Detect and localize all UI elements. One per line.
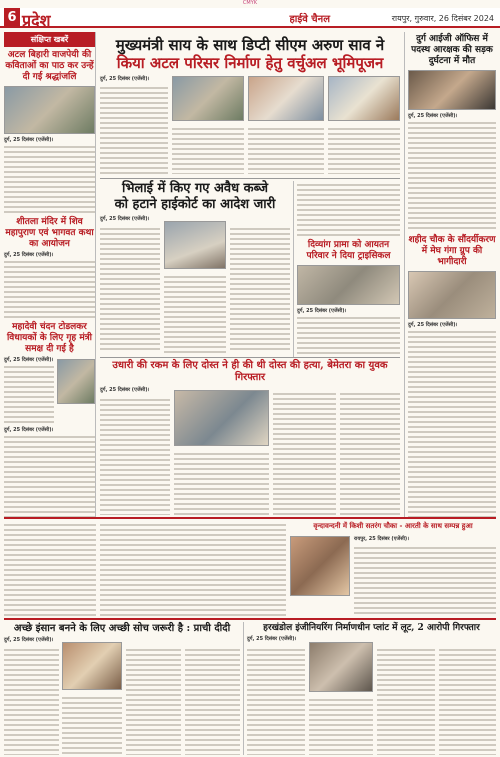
story-cinema-body <box>290 536 496 616</box>
right-story-2-body <box>408 328 496 518</box>
story-hc-body-1 <box>100 225 160 353</box>
story-hc-dateline: दुर्ग, 25 दिसंबर (एजेंसी)। <box>100 216 150 222</box>
left-continued-body <box>4 521 96 616</box>
divider <box>243 622 244 755</box>
lead-headline-line-2: किया अटल परिसर निर्माण हेतु वर्चुअल भूमिपूजन <box>116 54 384 72</box>
right-story-1-dateline: दुर्ग, 25 दिसंबर (एजेंसी)। <box>408 113 458 119</box>
story-hc <box>100 181 290 353</box>
bottom-story-1-body-2 <box>62 694 122 755</box>
story-hc-photo <box>164 221 226 269</box>
bottom-story-1-body-3 <box>126 646 181 755</box>
divider <box>293 181 294 357</box>
publication-date: रायपुर, गुरुवार, 26 दिसंबर 2024 <box>391 14 494 23</box>
left-story-3-body <box>4 363 54 423</box>
section-title: प्रदेश <box>22 11 51 30</box>
left-story-2-body <box>4 258 95 318</box>
lead-headline-line-1: मुख्यमंत्री साय के साथ डिप्टी सीएम अरुण साव ने <box>115 36 385 54</box>
right-story-1-body <box>408 119 496 229</box>
story-bemetara-photo <box>174 390 269 446</box>
story-hc-headline-2: को हटाने हाईकोर्ट का आदेश जारी <box>114 197 276 212</box>
story-divyang-photo <box>297 265 400 305</box>
story-bemetara-headline: उधारी की रकम के लिए दोस्त ने ही की थी दोस्त की हत्या, बेमेतरा का युवक गिरफ्तार <box>112 360 388 383</box>
bottom-story-1-body-4 <box>185 646 240 755</box>
right-story-1-headline: दुर्ग आईजी ऑफिस में पदस्थ आरक्षक की सड़क दुर्घटना में मौत <box>411 34 493 66</box>
lead-text-col-3 <box>248 125 324 174</box>
bottom-story-2-photo <box>309 642 373 692</box>
left-story-3-dateline: दुर्ग, 25 दिसंबर (एजेंसी)। <box>4 357 54 363</box>
bottom-story-2 <box>247 622 496 755</box>
story-bemetara-body-3 <box>273 390 336 515</box>
lead-photo-3 <box>328 76 400 121</box>
story-cinema-text <box>354 544 496 616</box>
bottom-story-2-dateline: दुर्ग, 25 दिसंबर (एजेंसी)। <box>247 636 297 642</box>
lead-body <box>100 76 400 174</box>
story-bemetara-body-4 <box>340 390 400 515</box>
bottom-story-2-body-1 <box>247 646 305 755</box>
lead-text-col-2 <box>172 125 244 174</box>
story-bemetara-dateline: दुर्ग, 25 दिसंबर (एजेंसी)। <box>100 387 150 393</box>
lead-dateline: दुर्ग, 25 दिसंबर (एजेंसी)। <box>100 76 150 82</box>
divider <box>4 517 496 519</box>
bottom-story-1-photo <box>62 642 122 690</box>
bottom-story-2-body-4 <box>439 646 496 755</box>
brief-news-tag: संक्षिप्त खबरें <box>4 32 95 47</box>
story-divyang-headline: दिव्यांग प्रामा को आयतन परिवार ने दिया ट्राइसिकल <box>306 240 391 261</box>
story-bemetara-body-1 <box>100 396 170 515</box>
bottom-story-1-headline: अच्छे इंसान बनने के लिए अच्छी सोच जरूरी है : प्राची दीदी <box>13 623 231 634</box>
story-divyang-body <box>297 314 400 354</box>
story-divyang-dateline: दुर्ग, 25 दिसंबर (एजेंसी)। <box>297 308 347 314</box>
bottom-story-2-body-3 <box>377 646 435 755</box>
lead-photo-1 <box>172 76 244 121</box>
story-hc-headline-1: भिलाई में किए गए अवैध कब्जे <box>122 181 268 196</box>
left-story-1-body <box>4 143 95 213</box>
divider <box>4 618 496 620</box>
left-story-3-photo <box>57 359 95 404</box>
story-divyang <box>297 240 400 358</box>
left-column <box>4 32 96 517</box>
right-story-2-dateline: दुर्ग, 25 दिसंबर (एजेंसी)। <box>408 322 458 328</box>
divider <box>100 357 400 358</box>
page-header <box>0 8 500 28</box>
story-cinema <box>290 521 496 535</box>
left-story-3-headline: महादेवी चंदन टोडलकर विधायकों के लिए गृह मंत्री समक्ष दी गई है <box>6 322 93 354</box>
lead-headline <box>100 36 400 72</box>
lead-text-col-4 <box>328 125 400 174</box>
left-story-1-headline: अटल बिहारी वाजपेयी की कविताओं का पाठ कर उन्हें दी गई श्रद्धांजलि <box>5 50 94 82</box>
left-story-1-photo <box>4 86 95 134</box>
masthead: हाईवे चैनल <box>289 14 330 25</box>
left-story-4-dateline: दुर्ग, 25 दिसंबर (एजेंसी)। <box>4 427 54 433</box>
story-cinema-headline: वृन्दावन्दनी में किशी सतरंग चौका - आरती के साथ सम्पन्न हुआ <box>313 521 473 530</box>
left-story-2-dateline: दुर्ग, 25 दिसंबर (एजेंसी)। <box>4 252 54 258</box>
left-story-1-dateline: दुर्ग, 25 दिसंबर (एजेंसी)। <box>4 137 54 143</box>
story-cinema-photo <box>290 536 350 596</box>
story-bemetara-body-2 <box>174 450 269 515</box>
story-hc-body-3 <box>230 225 290 353</box>
lead-text-col-1 <box>100 84 168 174</box>
bottom-story-2-body-2 <box>309 696 373 755</box>
right-story-1-photo <box>408 70 496 110</box>
story-cinema-dateline: रायपुर, 25 दिसंबर (एजेंसी)। <box>354 536 410 542</box>
cmyk-marker: CMYK <box>242 0 258 6</box>
right-story-2-headline: शहीद चौक के सौंदर्यीकरण में मेघ गंगा ग्रुप की भागीदारी <box>408 235 496 267</box>
page-number: 6 <box>4 8 20 28</box>
story-hc-body-2 <box>164 273 226 353</box>
bottom-story-2-headline: हरखंडोल इंजीनियरिंग निर्माणधीन प्लांट में लूट, 2 आरोपी गिरफ्तार <box>263 623 480 633</box>
divider <box>100 178 400 179</box>
lead-photo-2 <box>248 76 324 121</box>
bottom-story-1-body-1 <box>4 646 59 755</box>
bottom-story-1 <box>4 622 240 755</box>
left-story-4-body <box>4 433 95 523</box>
story-cinema-left-body <box>100 521 286 616</box>
story-divyang-intro-body <box>297 181 400 237</box>
bottom-story-1-dateline: दुर्ग, 25 दिसंबर (एजेंसी)। <box>4 637 54 643</box>
story-bemetara <box>100 360 400 515</box>
left-story-2-headline: शीतला मंदिर में शिव महापुराण एवं भागवत कथा का आयोजन <box>5 217 94 249</box>
right-story-2-photo <box>408 271 496 319</box>
right-column <box>404 32 496 517</box>
